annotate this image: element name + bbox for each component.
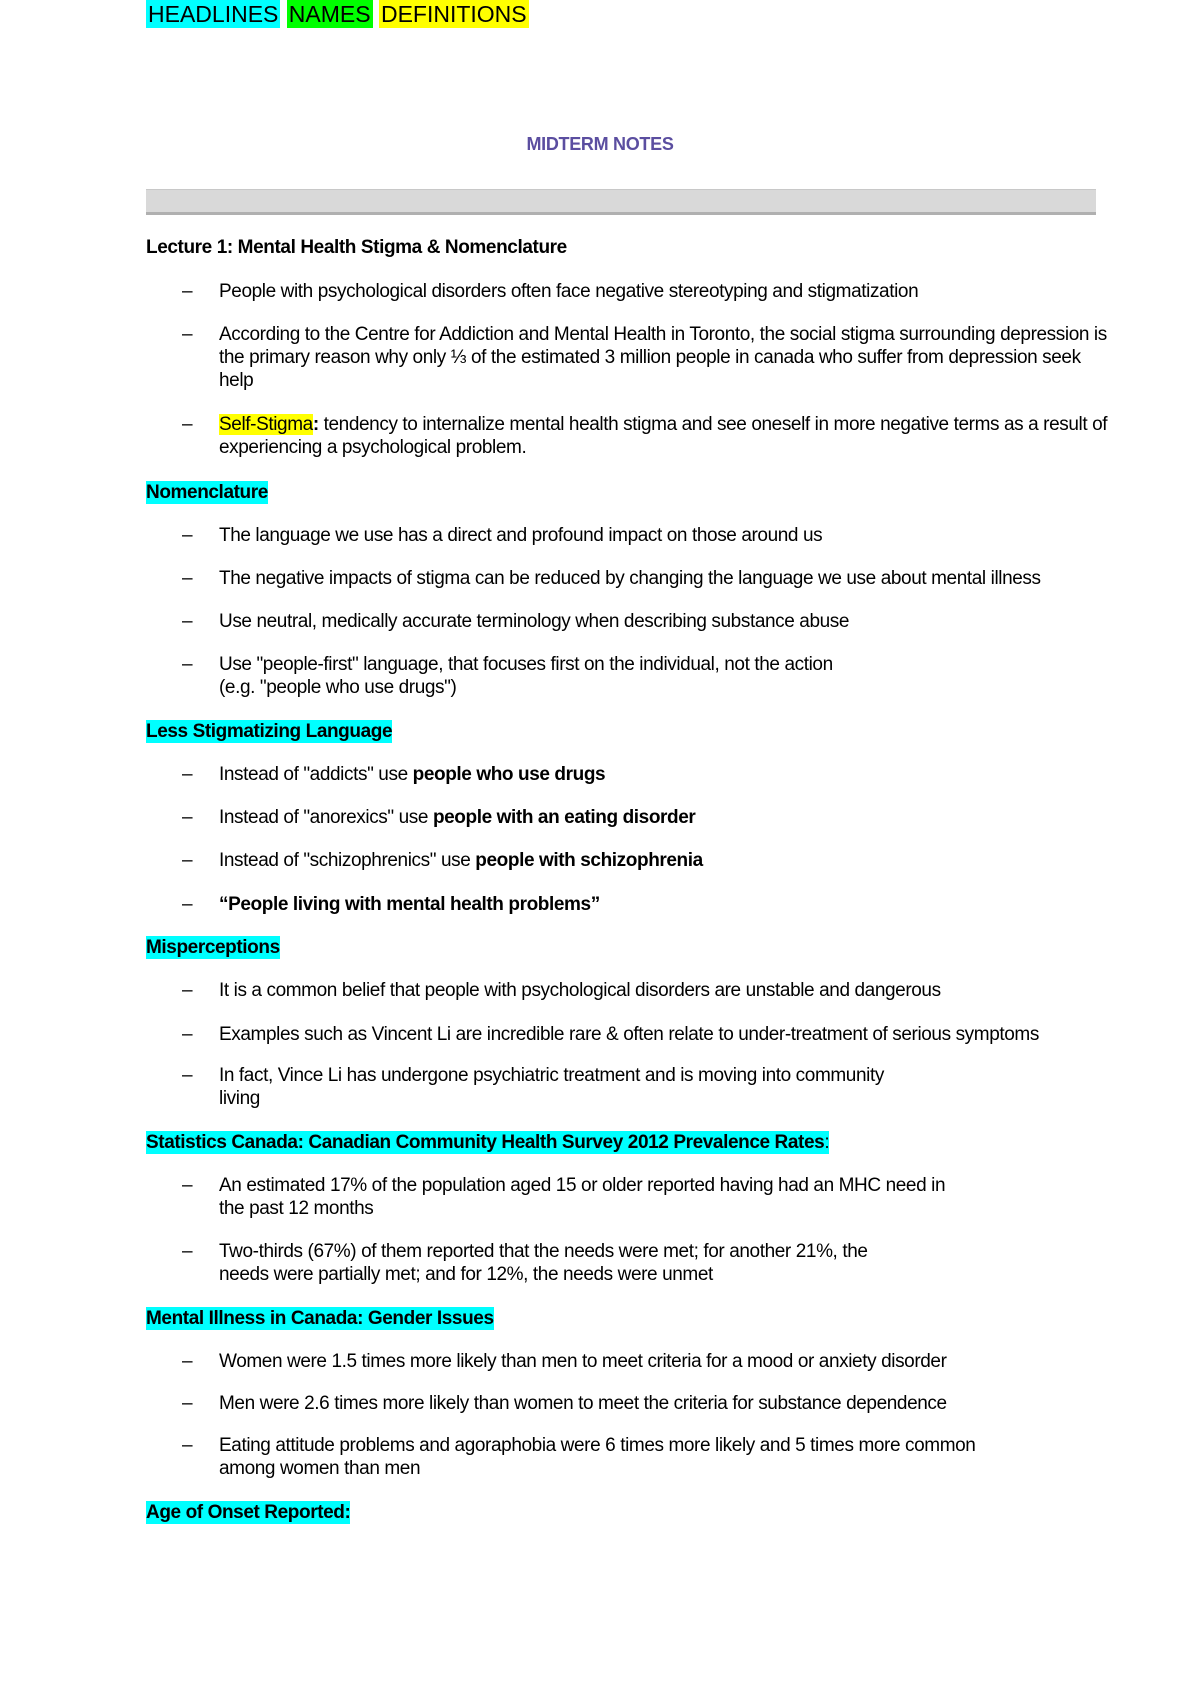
section-heading-nomenclature: Nomenclature — [146, 482, 268, 503]
intro-list — [146, 280, 1108, 459]
list-item: – Use neutral, medically accurate terminology when describing substance abuse — [146, 610, 1119, 633]
section-heading-less-stigmatizing: Less Stigmatizing Language — [146, 721, 393, 742]
title-divider-bar — [146, 189, 1096, 215]
list-item: – According to the Centre for Addiction and Mental Health in Toronto, the social stigma surrounding depression is the primary reason why only ⅓ of the estimated 3 million people in canada who suffer from depression seek help — [146, 323, 1119, 392]
item-emphasis: people who use drugs — [412, 764, 606, 785]
list-item — [146, 763, 1119, 786]
list-item: – Men were 2.6 times more likely than women to meet the criteria for substance dependence — [146, 1392, 1119, 1415]
list-item: – An estimated 17% of the population aged 15 or older reported having had an MHC need in the past 12 months — [146, 1174, 949, 1220]
definition-text: tendency to internalize mental health stigma and see oneself in more negative terms as a result of experiencing a psychological problem. — [219, 414, 1108, 458]
list-item: – The language we use has a direct and profound impact on those around us — [146, 524, 1119, 547]
heading-colon: : — [824, 1132, 830, 1153]
list-item: – The negative impacts of stigma can be reduced by changing the language we use about mental illness — [146, 567, 1119, 590]
legend-definitions: DEFINITIONS — [380, 1, 527, 27]
item-emphasis: “People living with mental health problems” — [219, 894, 600, 915]
list-item: – Two-thirds (67%) of them reported that the needs were met; for another 21%, the needs were partially met; and for 12%, the needs were unmet — [146, 1240, 909, 1286]
section-heading-misperceptions: Misperceptions — [146, 937, 280, 958]
item-text: Instead of "addicts" use — [219, 764, 413, 785]
less-stigmatizing-list — [146, 763, 1076, 916]
list-item: – In fact, Vince Li has undergone psychiatric treatment and is moving into community living — [146, 1064, 919, 1110]
list-item: – People with psychological disorders often face negative stereotyping and stigmatization — [146, 280, 1119, 303]
list-item — [146, 849, 1119, 872]
definition-term: Self-Stigma — [219, 414, 313, 435]
document-title: MIDTERM NOTES — [526, 134, 674, 154]
item-text: Instead of "schizophrenics" use — [219, 850, 476, 871]
notes-body — [146, 236, 1108, 1524]
list-item — [146, 806, 1119, 829]
list-item: – Women were 1.5 times more likely than men to meet criteria for a mood or anxiety disorder — [146, 1350, 1119, 1373]
highlight-legend — [146, 0, 529, 28]
gender-list — [146, 1350, 1076, 1480]
legend-headlines: HEADLINES — [148, 1, 279, 27]
list-item — [146, 893, 1119, 916]
item-emphasis: people with schizophrenia — [475, 850, 703, 871]
item-emphasis: people with an eating disorder — [432, 807, 696, 828]
item-text: Instead of "anorexics" use — [219, 807, 433, 828]
section-heading-gender: Mental Illness in Canada: Gender Issues — [146, 1308, 494, 1329]
list-item — [146, 413, 1119, 459]
lecture-heading: Lecture 1: Mental Health Stigma & Nomenclature — [146, 237, 567, 258]
list-item: – It is a common belief that people with psychological disorders are unstable and dangerous — [146, 979, 1119, 1002]
section-heading-age-onset: Age of Onset Reported: — [146, 1502, 351, 1523]
heading-text: Statistics Canada: Canadian Community Health Survey 2012 Prevalence Rates — [146, 1132, 825, 1153]
definition-colon: : — [312, 414, 319, 435]
nomenclature-list — [146, 524, 1076, 699]
list-item: – Examples such as Vincent Li are incredible rare & often relate to under-treatment of serious symptoms — [146, 1023, 1119, 1046]
list-item: – Eating attitude problems and agoraphobia were 6 times more likely and 5 times more common among women than men — [146, 1434, 1019, 1480]
statistics-list — [146, 1174, 1076, 1286]
misperceptions-list — [146, 979, 1076, 1110]
section-heading-statistics — [146, 1131, 829, 1154]
list-item: – Use "people-first" language, that focuses first on the individual, not the action (e.g. "people who use drugs") — [146, 653, 869, 699]
legend-names: NAMES — [288, 1, 371, 27]
